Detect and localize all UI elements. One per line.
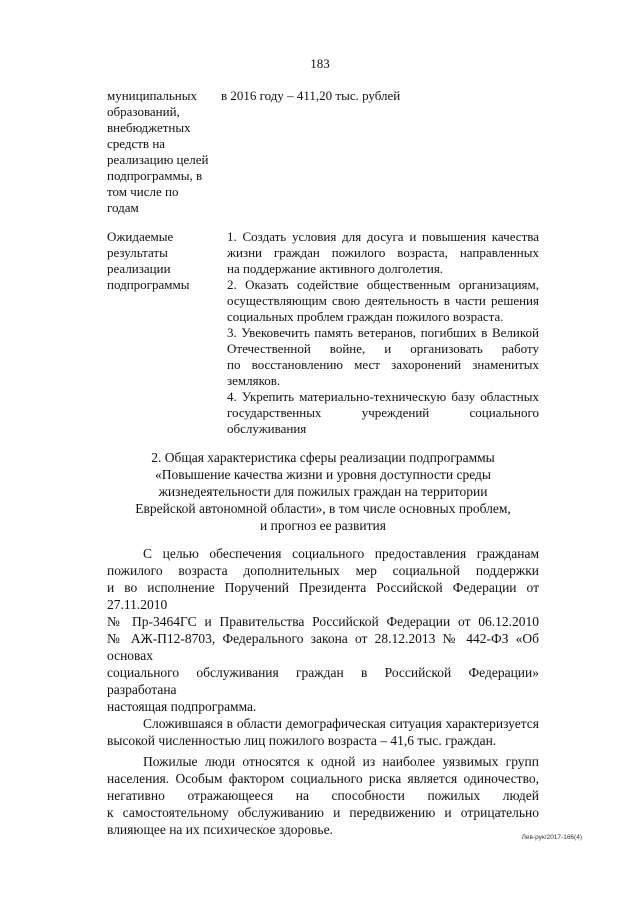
table-cell-right: [221, 88, 539, 216]
cell-line: социальных проблем граждан пожилого возраста.: [227, 309, 504, 324]
cell-line: Ожидаемые: [107, 229, 174, 244]
cell-line: 1. Создать условия для досуга и повышения качества: [227, 229, 539, 244]
heading-line: 2. Общая характеристика сферы реализации подпрограммы: [151, 450, 495, 465]
cell-line: 4. Укрепить материально-техническую базу областных: [227, 389, 539, 404]
paragraph-line: к самостоятельному обслуживанию и передвижению и отрицательно: [107, 805, 539, 820]
cell-line: 2. Оказать содействие общественным организациям,: [227, 277, 539, 292]
paragraph-line: Сложившаяся в области демографическая ситуация характеризуется: [143, 716, 539, 731]
paragraph-line: настоящая подпрограмма.: [107, 699, 257, 714]
cell-line: на поддержание активного долголетия.: [227, 261, 444, 276]
cell-line: жизни граждан пожилого возраста, направленных: [227, 245, 539, 260]
cell-line: Отечественной войне, и организовать работу: [227, 341, 539, 356]
paragraph-line: влияющее на их психическое здоровье.: [107, 822, 333, 837]
paragraph-line: пожилого возраста дополнительных мер социальной поддержки: [107, 563, 539, 578]
paragraph-line: высокой численностью лиц пожилого возраста – 41,6 тыс. граждан.: [107, 733, 497, 748]
paragraph-line: негативно отражающееся на способности пожилых людей: [107, 788, 539, 803]
paragraph-line: населения. Особым фактором социального риска является одиночество,: [107, 771, 539, 786]
table-cell-right: [227, 229, 539, 437]
cell-line: земляков.: [227, 373, 281, 388]
cell-line: внебюджетных: [107, 120, 191, 135]
passport-table-row-results: [107, 229, 539, 437]
paragraph-line: и во исполнение Поручений Президента Российской Федерации от 27.11.2010: [107, 580, 539, 612]
paragraph-line: С целью обеспечения социального предоставления гражданам: [143, 546, 539, 561]
cell-line: реализацию целей: [107, 152, 209, 167]
paragraph: [107, 715, 539, 749]
cell-line: годам: [107, 200, 139, 215]
heading-line: «Повышение качества жизни и уровня доступности среды: [155, 467, 491, 482]
cell-line: образований,: [107, 104, 180, 119]
cell-line: средств на: [107, 136, 166, 151]
heading-line: и прогноз ее развития: [260, 518, 386, 533]
cell-line: результаты: [107, 245, 168, 260]
cell-line: муниципальных: [107, 88, 198, 103]
section-heading: [107, 449, 539, 534]
heading-line: жизнедеятельности для пожилых граждан на территории: [158, 484, 488, 499]
footer-document-code: Лев-рук/2017-166(4): [521, 834, 582, 841]
paragraph-line: № АЖ-П12-8703, Федерального закона от 28.12.2013 № 442-ФЗ «Об основах: [107, 631, 539, 663]
paragraph-line: Пожилые люди относятся к одной из наиболее уязвимых групп: [143, 754, 539, 769]
cell-line: подпрограммы: [107, 277, 190, 292]
table-cell-left: [107, 229, 221, 437]
paragraph-line: № Пр-3464ГС и Правительства Российской Федерации от 06.12.2010: [107, 614, 539, 629]
cell-line: осуществляющим свою деятельность в части решения: [227, 293, 539, 308]
cell-line: подпрограммы, в: [107, 168, 203, 183]
paragraph-line: социального обслуживания граждан в Российской Федерации» разработана: [107, 665, 539, 697]
passport-table-row-funding: [107, 88, 539, 216]
body-text: [107, 545, 539, 838]
cell-line: по восстановлению мест захоронений знаменитых: [227, 357, 539, 372]
heading-line: Еврейской автономной области», в том числе основных проблем,: [135, 501, 511, 516]
table-cell-left: [107, 88, 221, 216]
paragraph: [107, 545, 539, 715]
page-number: 183: [310, 56, 330, 71]
cell-line: государственных учреждений социального обслуживания: [227, 405, 539, 436]
cell-line: 3. Увековечить память ветеранов, погибших в Великой: [227, 325, 539, 340]
cell-line: реализации: [107, 261, 171, 276]
paragraph: [107, 753, 539, 838]
cell-line: том числе по: [107, 184, 179, 199]
cell-line: в 2016 году – 411,20 тыс. рублей: [221, 88, 401, 103]
